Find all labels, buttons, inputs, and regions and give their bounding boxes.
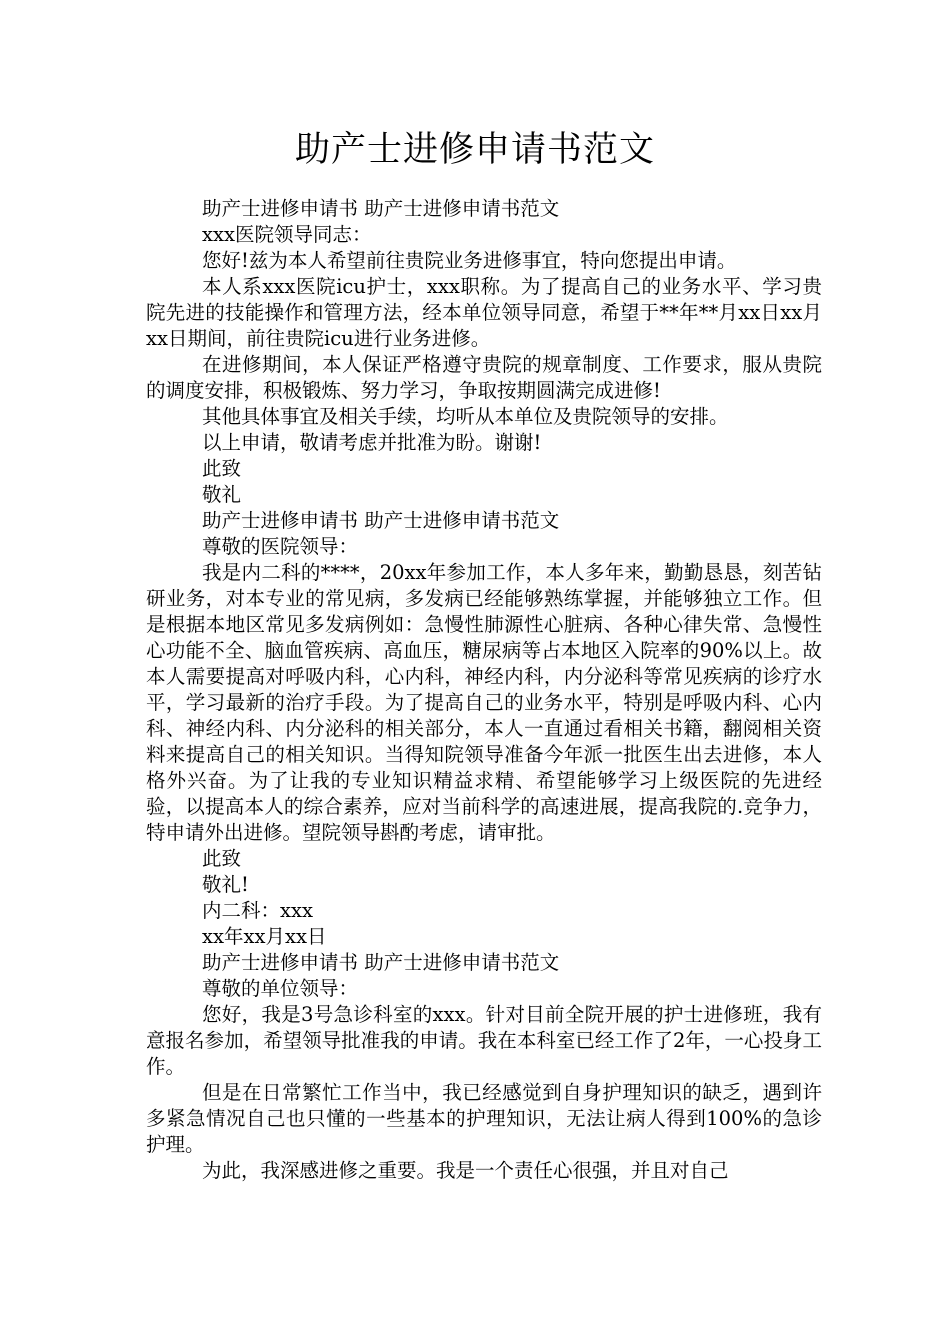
paragraph-closing: 敬礼 bbox=[202, 483, 242, 506]
paragraph: 您好!兹为本人希望前往贵院业务进修事宜，特向您提出申请。 bbox=[202, 249, 737, 272]
paragraph-salutation-1: xxx医院领导同志： bbox=[202, 223, 372, 246]
paragraph: 以上申请，敬请考虑并批准为盼。谢谢! bbox=[202, 431, 542, 454]
paragraph: 在进修期间，本人保证严格遵守贵院的规章制度、工作要求，服从贵院的调度安排，积极锻炼、努力学习，争取按期圆满完成进修! bbox=[146, 353, 822, 402]
paragraph-closing: 此致 bbox=[202, 847, 242, 870]
paragraph: 我是内二科的****，20xx年参加工作，本人多年来，勤勤恳恳，刻苦钻研业务，对本专业的常见病，多发病已经能够熟练掌握，并能够独立工作。但是根据本地区常见多发病例如：急慢性肺源性心脏病、各种心律失常、急慢性心功能不全、脑血管疾病、高血压，糖尿病等占本地区入院率的90%以上。故本人需要提高对呼吸内科，心内科，神经内科，内分泌科等常见疾病的诊疗水平，学习最新的治疗手段。为了提高自己的业务水平，特别是呼吸内科、心内科、神经内科、内分泌科的相关部分，本人一直通过看相关书籍，翻阅相关资料来提高自己的相关知识。当得知院领导准备今年派一批医生出去进修，本人格外兴奋。为了让我的专业知识精益求精、希望能够学习上级医院的先进经验，以提高本人的综合素养，应对当前科学的高速进展，提高我院的.竞争力，特申请外出进修。望院领导斟酌考虑，请审批。 bbox=[146, 561, 822, 844]
paragraph-salutation-3: 尊敬的单位领导： bbox=[202, 977, 359, 1000]
paragraph-closing: 敬礼! bbox=[202, 873, 249, 896]
paragraph-salutation-2: 尊敬的医院领导： bbox=[202, 535, 359, 558]
paragraph: 其他具体事宜及相关手续，均听从本单位及贵院领导的安排。 bbox=[202, 405, 729, 428]
paragraph: 本人系xxx医院icu护士，xxx职称。为了提高自己的业务水平、学习贵院先进的技能操作和管理方法，经本单位领导同意，希望于**年**月xx日xx月xx日期间，前往贵院icu进行业务进修。 bbox=[146, 275, 822, 350]
paragraph-closing: 此致 bbox=[202, 457, 242, 480]
paragraph-signature: 内二科：xxx bbox=[202, 899, 313, 922]
document-title: 助产士进修申请书范文 bbox=[294, 130, 655, 170]
paragraph-heading-1: 助产士进修申请书 助产士进修申请书范文 bbox=[202, 197, 560, 220]
paragraph: 为此，我深感进修之重要。我是一个责任心很强，并且对自己 bbox=[202, 1159, 729, 1182]
paragraph-heading-2: 助产士进修申请书 助产士进修申请书范文 bbox=[202, 509, 560, 532]
paragraph-date: xx年xx月xx日 bbox=[202, 925, 327, 948]
paragraph: 您好，我是3号急诊科室的xxx。针对目前全院开展的护士进修班，我有意报名参加，希望领导批准我的申请。我在本科室已经工作了2年，一心投身工作。 bbox=[146, 1003, 822, 1078]
document-body bbox=[146, 196, 822, 1184]
paragraph: 但是在日常繁忙工作当中，我已经感觉到自身护理知识的缺乏，遇到许多紧急情况自己也只懂的一些基本的护理知识，无法让病人得到100%的急诊护理。 bbox=[146, 1081, 822, 1156]
paragraph-heading-3: 助产士进修申请书 助产士进修申请书范文 bbox=[202, 951, 560, 974]
